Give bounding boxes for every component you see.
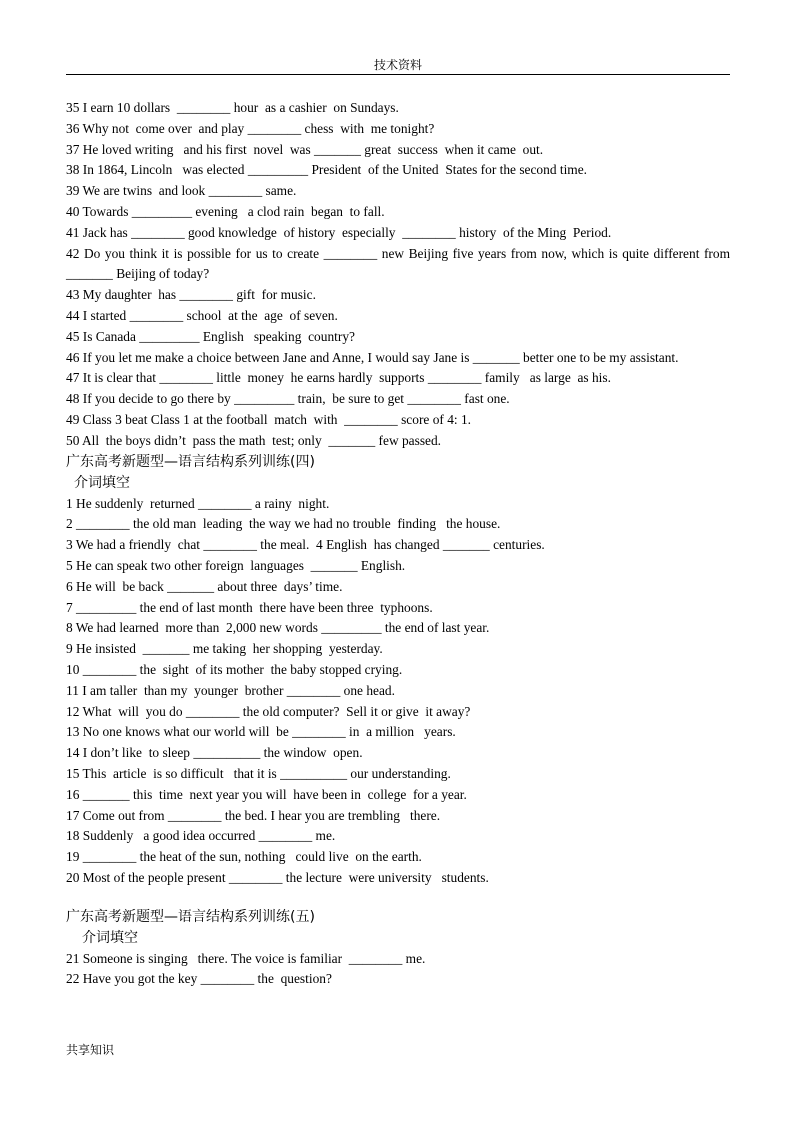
exercise-item-1: 1 He suddenly returned ________ a rainy night. bbox=[66, 495, 330, 511]
exercise-item-20: 20 Most of the people present ________ the lecture were university students. bbox=[66, 869, 489, 885]
exercise-item-38: 38 In 1864, Lincoln was elected _________ President of the United States for the second time. bbox=[66, 162, 588, 178]
exercise-item-21: 21 Someone is singing there. The voice is familiar ________ me. bbox=[66, 950, 426, 966]
exercise-item-40: 40 Towards _________ evening a clod rain began to fall. bbox=[66, 203, 385, 219]
exercise-item-10: 10 ________ the sight of its mother the baby stopped crying. bbox=[66, 661, 403, 677]
exercise-item-45: 45 Is Canada _________ English speaking country? bbox=[66, 328, 355, 344]
exercise-item-44: 44 I started ________ school at the age of seven. bbox=[66, 307, 338, 323]
document-body bbox=[66, 98, 730, 990]
section-subtitle-5: 介词填空 bbox=[82, 929, 138, 946]
exercise-item-35: 35 I earn 10 dollars ________ hour as a cashier on Sundays. bbox=[66, 100, 399, 115]
exercise-item-15: 15 This article is so difficult that it is __________ our understanding. bbox=[66, 765, 451, 781]
section-title-5: 广东高考新题型—语言结构系列训练(五) bbox=[66, 908, 315, 925]
page-footer: 共享知识 bbox=[66, 1043, 115, 1057]
exercise-item-12: 12 What will you do ________ the old computer? Sell it or give it away? bbox=[66, 703, 471, 719]
exercise-item-22: 22 Have you got the key ________ the question? bbox=[66, 971, 332, 987]
exercise-item-43: 43 My daughter has ________ gift for music. bbox=[66, 287, 316, 303]
exercise-item-13: 13 No one knows what our world will be ________ in a million years. bbox=[66, 724, 456, 740]
exercise-item-14: 14 I don’t like to sleep __________ the window open. bbox=[66, 745, 363, 761]
exercise-item-11: 11 I am taller than my younger brother ________ one head. bbox=[66, 682, 395, 698]
section-subtitle-4: 介词填空 bbox=[74, 474, 130, 491]
exercise-item-19: 19 ________ the heat of the sun, nothing could live on the earth. bbox=[66, 849, 422, 865]
exercise-item-17: 17 Come out from ________ the bed. I hear you are trembling there. bbox=[66, 807, 441, 823]
exercise-list-1 bbox=[66, 98, 730, 452]
exercise-item-8: 8 We had learned more than 2,000 new words _________ the end of last year. bbox=[66, 620, 490, 636]
header-rule bbox=[66, 74, 730, 75]
exercise-item-7: 7 _________ the end of last month there have been three typhoons. bbox=[66, 599, 433, 615]
exercise-item-16: 16 _______ this time next year you will have been in college for a year. bbox=[66, 786, 467, 802]
section-title-4: 广东高考新题型—语言结构系列训练(四) bbox=[66, 453, 315, 470]
exercise-item-36: 36 Why not come over and play ________ chess with me tonight? bbox=[66, 120, 435, 136]
exercise-item-48: 48 If you decide to go there by _________ train, be sure to get ________ fast one. bbox=[66, 391, 510, 407]
exercise-item-9: 9 He insisted _______ me taking her shopping yesterday. bbox=[66, 641, 383, 657]
exercise-item-50: 50 All the boys didn’t pass the math test; only _______ few passed. bbox=[66, 432, 442, 448]
section-spacer bbox=[66, 889, 730, 907]
exercise-item-46: 46 If you let me make a choice between Jane and Anne, I would say Jane is _______ better one to be my assistant. bbox=[66, 349, 679, 365]
exercise-item-5: 5 He can speak two other foreign languages _______ English. bbox=[66, 557, 406, 573]
exercise-item-41: 41 Jack has ________ good knowledge of history especially ________ history of the Ming Period. bbox=[66, 224, 612, 240]
exercise-item-47: 47 It is clear that ________ little money he earns hardly supports ________ family as large as his. bbox=[66, 370, 611, 386]
exercise-list-2 bbox=[66, 494, 730, 889]
exercise-item-37: 37 He loved writing and his first novel was _______ great success when it came out. bbox=[66, 141, 544, 157]
exercise-item-2: 2 ________ the old man leading the way we had no trouble finding the house. bbox=[66, 516, 501, 532]
page-header: 技术资料 bbox=[373, 58, 422, 72]
exercise-list-3 bbox=[66, 949, 730, 991]
exercise-item-49: 49 Class 3 beat Class 1 at the football match with ________ score of 4: 1. bbox=[66, 411, 472, 427]
exercise-item-42: 42 Do you think it is possible for us to create ________ new Beijing five years from now, which is quite different from _______ Beijing of today? bbox=[66, 245, 730, 282]
exercise-item-6: 6 He will be back _______ about three days’ time. bbox=[66, 578, 343, 594]
exercise-item-18: 18 Suddenly a good idea occurred ________ me. bbox=[66, 828, 336, 844]
exercise-item-3: 3 We had a friendly chat ________ the meal. 4 English has changed _______ centuries. bbox=[66, 537, 545, 553]
exercise-item-39: 39 We are twins and look ________ same. bbox=[66, 183, 297, 199]
